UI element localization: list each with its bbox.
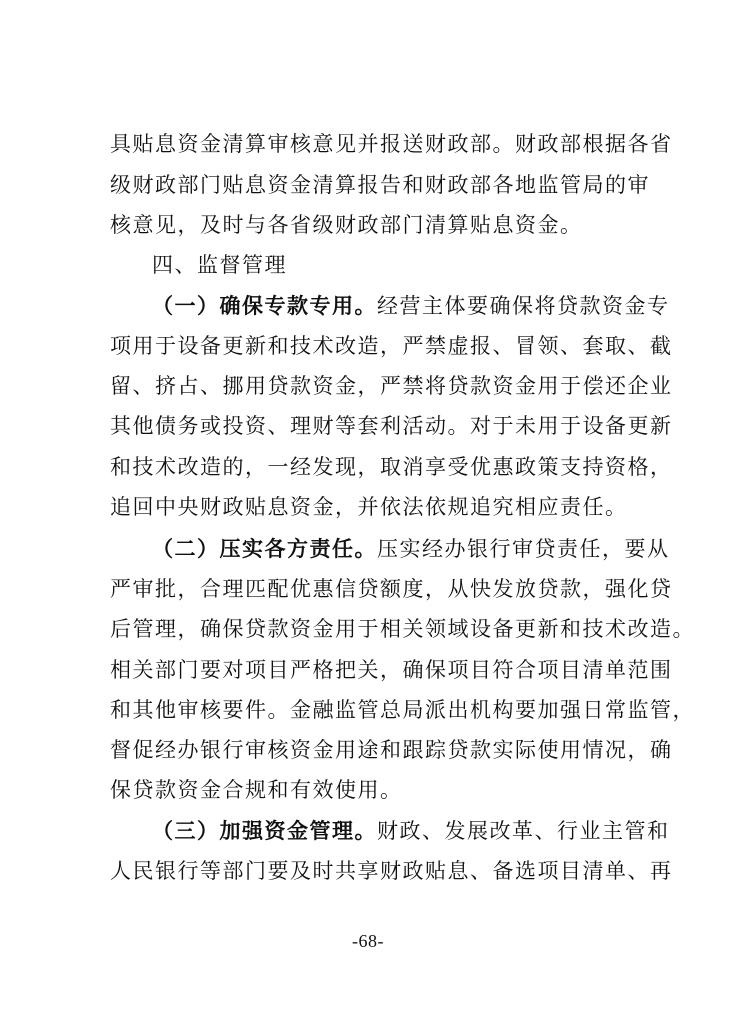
paragraph-line: 追回中央财政贴息资金，并依法依规追究相应责任。 xyxy=(110,495,628,519)
subsection-heading: （一）确保专款专用。 xyxy=(152,294,377,318)
paragraph-first-line xyxy=(152,536,670,562)
paragraph-line: 其他债务或投资、理财等套利活动。对于未用于设备更新 xyxy=(110,414,673,438)
subsection-heading: （三）加强资金管理。 xyxy=(152,819,377,843)
paragraph-line: 相关部门要对项目严格把关，确保项目符合项目清单范围 xyxy=(110,658,673,682)
paragraph-first-line xyxy=(152,818,670,844)
paragraph-line: 严审批，合理匹配优惠信贷额度，从快发放贷款，强化贷 xyxy=(110,577,673,601)
paragraph-text: 经营主体要确保将贷款资金专 xyxy=(377,294,670,318)
paragraph-line: 保贷款资金合规和有效使用。 xyxy=(110,778,403,802)
paragraph-line: 和技术改造的，一经发现，取消享受优惠政策支持资格， xyxy=(110,455,673,479)
paragraph-line: 督促经办银行审核资金用途和跟踪贷款实际使用情况，确 xyxy=(110,738,673,762)
paragraph-line: 和其他审核要件。金融监管总局派出机构要加强日常监管， xyxy=(110,698,695,722)
page-number: -68- xyxy=(352,931,384,951)
paragraph-line: 具贴息资金清算审核意见并报送财政部。财政部根据各省 xyxy=(110,132,673,156)
subsection-heading: （二）压实各方责任。 xyxy=(152,537,377,561)
paragraph-text: 压实经办银行审贷责任，要从 xyxy=(377,537,670,561)
paragraph-line: 后管理，确保贷款资金用于相关领域设备更新和技术改造。 xyxy=(110,617,695,641)
paragraph-line: 级财政部门贴息资金清算报告和财政部各地监管局的审 xyxy=(110,173,650,197)
paragraph-line: 核意见，及时与各省级财政部门清算贴息资金。 xyxy=(110,213,583,237)
paragraph-line: 项用于设备更新和技术改造，严禁虚报、冒领、套取、截 xyxy=(110,334,673,358)
paragraph-text: 财政、发展改革、行业主管和 xyxy=(377,819,670,843)
section-heading: 四、监督管理 xyxy=(152,253,287,277)
paragraph-first-line xyxy=(152,293,670,319)
paragraph-line: 人民银行等部门要及时共享财政贴息、备选项目清单、再 xyxy=(110,859,673,883)
paragraph-line: 留、挤占、挪用贷款资金，严禁将贷款资金用于偿还企业 xyxy=(110,374,673,398)
